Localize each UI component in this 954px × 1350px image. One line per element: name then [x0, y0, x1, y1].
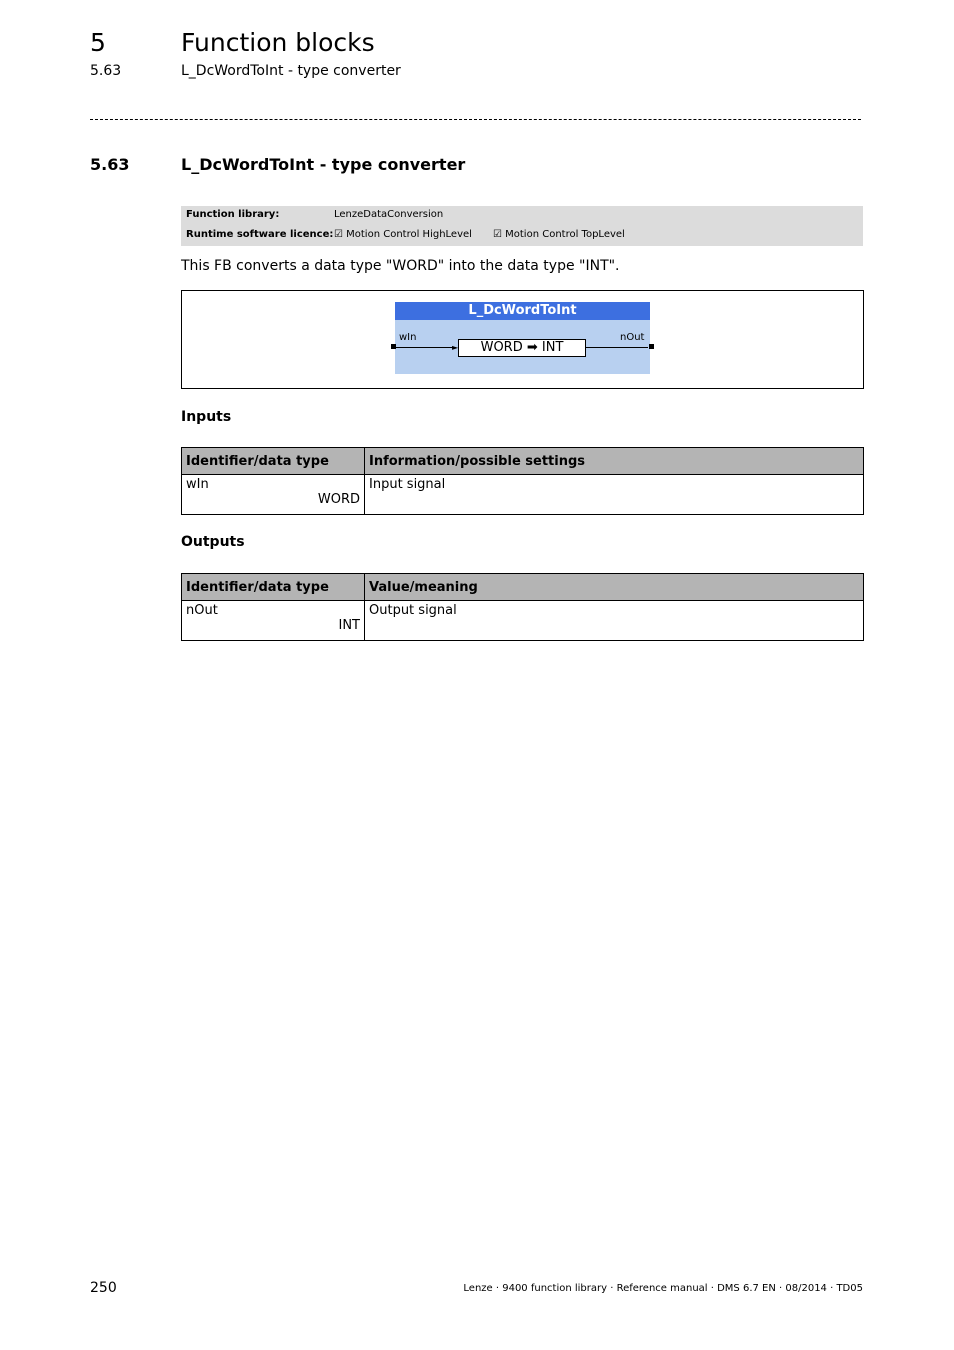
page-number: 250: [90, 1280, 117, 1296]
intro-text: This FB converts a data type "WORD" into the data type "INT".: [181, 258, 620, 274]
section-title: L_DcWordToInt - type converter: [181, 155, 466, 174]
function-library-value: LenzeDataConversion: [334, 209, 444, 220]
function-block-title: L_DcWordToInt: [395, 302, 650, 320]
output-line: [586, 347, 648, 348]
output-port-label: nOut: [620, 332, 645, 343]
identifier-cell: [182, 475, 365, 515]
outputs-table: [181, 573, 864, 641]
info-cell: Input signal: [365, 475, 864, 515]
input-line: [396, 347, 456, 348]
outputs-heading: Outputs: [181, 534, 245, 550]
conversion-box: WORD ➡ INT: [458, 339, 586, 357]
data-type: WORD: [317, 492, 360, 507]
outputs-col-identifier: Identifier/data type: [182, 574, 365, 601]
table-row: [182, 475, 864, 515]
header-section-title: L_DcWordToInt - type converter: [181, 63, 401, 79]
identifier: wIn: [186, 477, 209, 492]
output-connector-dot: [649, 344, 654, 349]
identifier: nOut: [186, 603, 218, 618]
data-type: INT: [338, 618, 360, 633]
library-info-box: [181, 206, 863, 246]
value-cell: Output signal: [365, 601, 864, 641]
licence-label: Runtime software licence:: [186, 229, 334, 240]
footer-text: Lenze · 9400 function library · Reference manual · DMS 6.7 EN · 08/2014 · TD05: [463, 1283, 863, 1294]
inputs-col-info: Information/possible settings: [365, 448, 864, 475]
input-arrow-icon: ►: [452, 343, 459, 352]
input-port-label: wIn: [399, 332, 417, 343]
identifier-cell: [182, 601, 365, 641]
outputs-col-value: Value/meaning: [365, 574, 864, 601]
chapter-number: 5: [90, 28, 106, 57]
licence-toplevel: ☑ Motion Control TopLevel: [493, 229, 625, 240]
header-divider: [90, 119, 861, 120]
section-number: 5.63: [90, 155, 130, 174]
inputs-heading: Inputs: [181, 409, 232, 425]
licence-highlevel: ☑ Motion Control HighLevel: [334, 229, 472, 240]
inputs-table: [181, 447, 864, 515]
header-section-number: 5.63: [90, 63, 122, 79]
function-library-label: Function library:: [186, 209, 280, 220]
inputs-col-identifier: Identifier/data type: [182, 448, 365, 475]
table-row: [182, 601, 864, 641]
chapter-title: Function blocks: [181, 28, 375, 57]
